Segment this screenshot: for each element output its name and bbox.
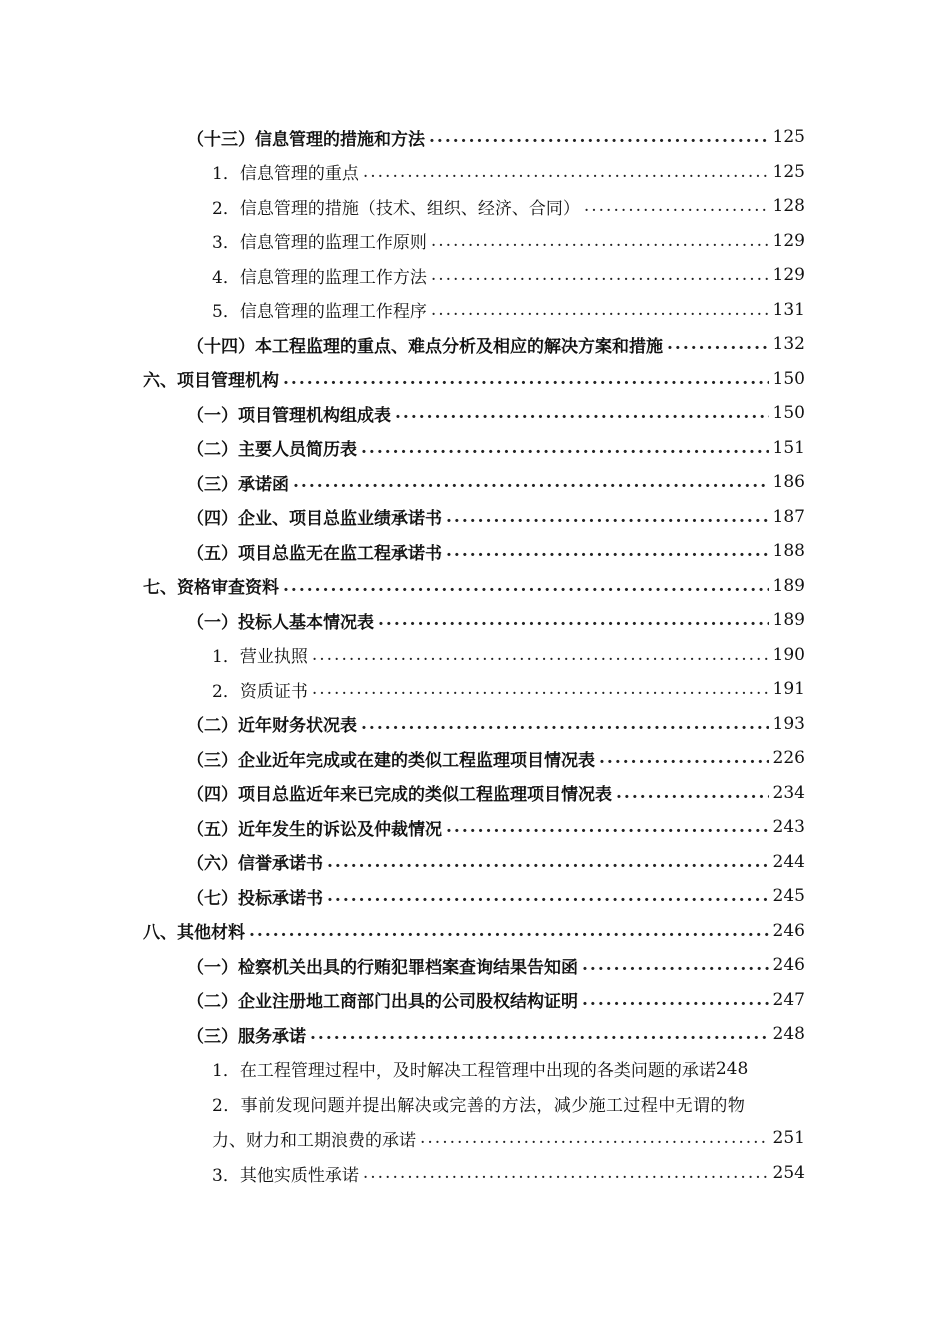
toc-entry-page: 151 — [772, 437, 805, 458]
toc-entry-title: 2．事前发现问题并提出解决或完善的方法，减少施工过程中无谓的物 — [212, 1095, 746, 1116]
toc-entry-page: 193 — [772, 713, 805, 734]
toc-leader-dots — [283, 576, 769, 596]
toc-leader-dots — [327, 886, 769, 906]
toc-entry[interactable] — [212, 1052, 805, 1086]
toc-entry[interactable] — [212, 258, 805, 292]
toc-leader-dots — [667, 334, 769, 354]
toc-entry-page: 187 — [772, 506, 805, 527]
toc-entry[interactable] — [143, 914, 805, 948]
toc-entry-page: 129 — [772, 230, 805, 251]
toc-entry-page: 244 — [772, 851, 805, 872]
toc-entry-title: （二）主要人员简历表 — [187, 440, 357, 460]
toc-entry-title: 1．在工程管理过程中，及时解决工程管理中出现的各类问题的承诺 — [212, 1061, 716, 1081]
toc-entry[interactable] — [212, 224, 805, 258]
toc-leader-dots — [420, 1128, 769, 1148]
toc-entry[interactable] — [212, 155, 805, 189]
toc-entry-title: （一）投标人基本情况表 — [187, 612, 374, 633]
toc-entry-title: （一）检察机关出具的行贿犯罪档案查询结果告知函 — [187, 957, 578, 978]
toc-entry-page: 245 — [772, 886, 805, 906]
toc-entry-page: 188 — [772, 541, 805, 561]
toc-entry-page: 234 — [772, 782, 805, 803]
toc-entry-page: 186 — [772, 472, 805, 492]
toc-leader-dots — [283, 369, 769, 389]
toc-leader-dots — [361, 714, 769, 734]
toc-entry-page: 248 — [772, 1024, 805, 1044]
toc-entry[interactable] — [187, 741, 805, 775]
toc-leader-dots — [361, 438, 769, 458]
toc-leader-dots — [312, 679, 769, 699]
toc-entry-title: 七、资格审查资料 — [143, 578, 279, 598]
toc-entry-page: 150 — [772, 368, 805, 389]
toc-entry[interactable] — [187, 327, 805, 361]
toc-entry[interactable] — [187, 1017, 805, 1051]
toc-entry-title: （六）信誉承诺书 — [187, 854, 323, 874]
toc-entry-page: 246 — [772, 955, 805, 975]
toc-entry[interactable] — [212, 672, 805, 706]
toc-entry[interactable] — [187, 500, 805, 534]
toc-entry[interactable] — [187, 603, 805, 637]
toc-entry[interactable] — [143, 362, 805, 396]
toc-entry[interactable] — [187, 707, 805, 741]
toc-entry-title: 2．信息管理的措施（技术、组织、经济、合同） — [212, 198, 580, 219]
toc-leader-dots — [327, 852, 769, 872]
toc-entry[interactable] — [143, 569, 805, 603]
toc-entry-title: （四）企业、项目总监业绩承诺书 — [187, 509, 442, 529]
toc-entry-title: （二）企业注册地工商部门出具的公司股权结构证明 — [187, 992, 578, 1012]
toc-entry-page: 132 — [772, 334, 805, 354]
toc-entry-title: 八、其他材料 — [143, 923, 245, 943]
toc-entry[interactable] — [187, 431, 805, 465]
toc-entry[interactable] — [187, 534, 805, 568]
toc-entry-page: 129 — [772, 265, 805, 285]
toc-entry-page: 226 — [772, 748, 805, 768]
toc-entry[interactable] — [212, 1121, 805, 1155]
toc-entry-title: （十四）本工程监理的重点、难点分析及相应的解决方案和措施 — [187, 336, 663, 357]
toc-leader-dots — [446, 507, 769, 527]
toc-entry[interactable] — [187, 983, 805, 1017]
toc-entry-title: （三）承诺函 — [187, 474, 289, 495]
toc-entry-title: 1．信息管理的重点 — [212, 164, 359, 184]
toc-entry-page: 248 — [715, 1058, 749, 1079]
toc-leader-dots — [431, 300, 769, 320]
toc-entry-page: 246 — [772, 920, 805, 941]
toc-leader-dots — [584, 196, 769, 216]
toc-leader-dots — [312, 645, 769, 665]
toc-entry-page: 131 — [772, 299, 805, 320]
toc-leader-dots — [378, 610, 769, 630]
toc-entry-title: （三）服务承诺 — [187, 1026, 306, 1047]
toc-entry-title: （四）项目总监近年来已完成的类似工程监理项目情况表 — [187, 785, 612, 805]
toc-leader-dots — [616, 783, 769, 803]
toc-entry[interactable] — [187, 879, 805, 913]
toc-entry-title: 3．信息管理的监理工作原则 — [212, 233, 427, 253]
toc-entry[interactable] — [212, 293, 805, 327]
toc-leader-dots — [599, 748, 769, 768]
toc-leader-dots — [431, 265, 769, 285]
toc-leader-dots — [582, 990, 769, 1010]
toc-leader-dots — [431, 231, 769, 251]
toc-entry-title: （五）近年发生的诉讼及仲裁情况 — [187, 819, 442, 840]
toc-entry-title: 3．其他实质性承诺 — [212, 1165, 359, 1186]
toc-leader-dots — [363, 1163, 769, 1183]
toc-entry-title: 2．资质证书 — [212, 681, 308, 702]
toc-leader-dots — [446, 817, 769, 837]
toc-entry-title: 4．信息管理的监理工作方法 — [212, 267, 427, 288]
toc-entry-page: 189 — [772, 610, 805, 630]
toc-leader-dots — [249, 921, 769, 941]
toc-entry-page: 125 — [772, 127, 805, 147]
toc-leader-dots — [582, 955, 769, 975]
toc-entry-title: 5．信息管理的监理工作程序 — [212, 302, 427, 322]
toc-entry-title: 力、财力和工期浪费的承诺 — [212, 1130, 416, 1151]
toc-entry-title: （五）项目总监无在监工程承诺书 — [187, 543, 442, 564]
toc-entry-page: 251 — [772, 1128, 805, 1148]
toc-leader-dots — [395, 403, 769, 423]
toc-entry-page: 150 — [772, 403, 805, 423]
toc-entry[interactable] — [187, 120, 805, 154]
toc-entry[interactable] — [187, 845, 805, 879]
toc-leader-dots — [310, 1024, 769, 1044]
toc-entry-wrapped-line[interactable] — [212, 1086, 805, 1120]
toc-entry[interactable] — [212, 638, 805, 672]
toc-entry[interactable] — [212, 1156, 805, 1190]
toc-entry-page: 247 — [772, 989, 805, 1010]
toc-entry-title: （七）投标承诺书 — [187, 888, 323, 909]
toc-leader-dots — [363, 162, 769, 182]
toc-entry[interactable] — [187, 396, 805, 430]
toc-entry-page: 189 — [772, 575, 805, 596]
toc-entry-title: 1．营业执照 — [212, 647, 308, 667]
toc-entry[interactable] — [187, 948, 805, 982]
toc-entry-title: （三）企业近年完成或在建的类似工程监理项目情况表 — [187, 750, 595, 771]
toc-entry-page: 190 — [772, 644, 805, 665]
toc-entry-page: 191 — [772, 679, 805, 699]
toc-entry-page: 128 — [772, 196, 805, 216]
toc-entry-page: 243 — [772, 817, 805, 837]
toc-leader-dots — [446, 541, 769, 561]
toc-entry-title: 六、项目管理机构 — [143, 371, 279, 391]
toc-leader-dots — [429, 127, 769, 147]
toc-entry[interactable] — [187, 810, 805, 844]
toc-entry[interactable] — [187, 465, 805, 499]
toc-entry-title: （十三）信息管理的措施和方法 — [187, 129, 425, 150]
toc-entry[interactable] — [212, 189, 805, 223]
toc-entry-page: 125 — [772, 161, 805, 182]
toc-entry[interactable] — [187, 776, 805, 810]
toc-leader-dots — [293, 472, 769, 492]
toc-entry-title: （二）近年财务状况表 — [187, 716, 357, 736]
toc-entry-title: （一）项目管理机构组成表 — [187, 405, 391, 426]
toc-entry-page: 254 — [772, 1163, 805, 1183]
